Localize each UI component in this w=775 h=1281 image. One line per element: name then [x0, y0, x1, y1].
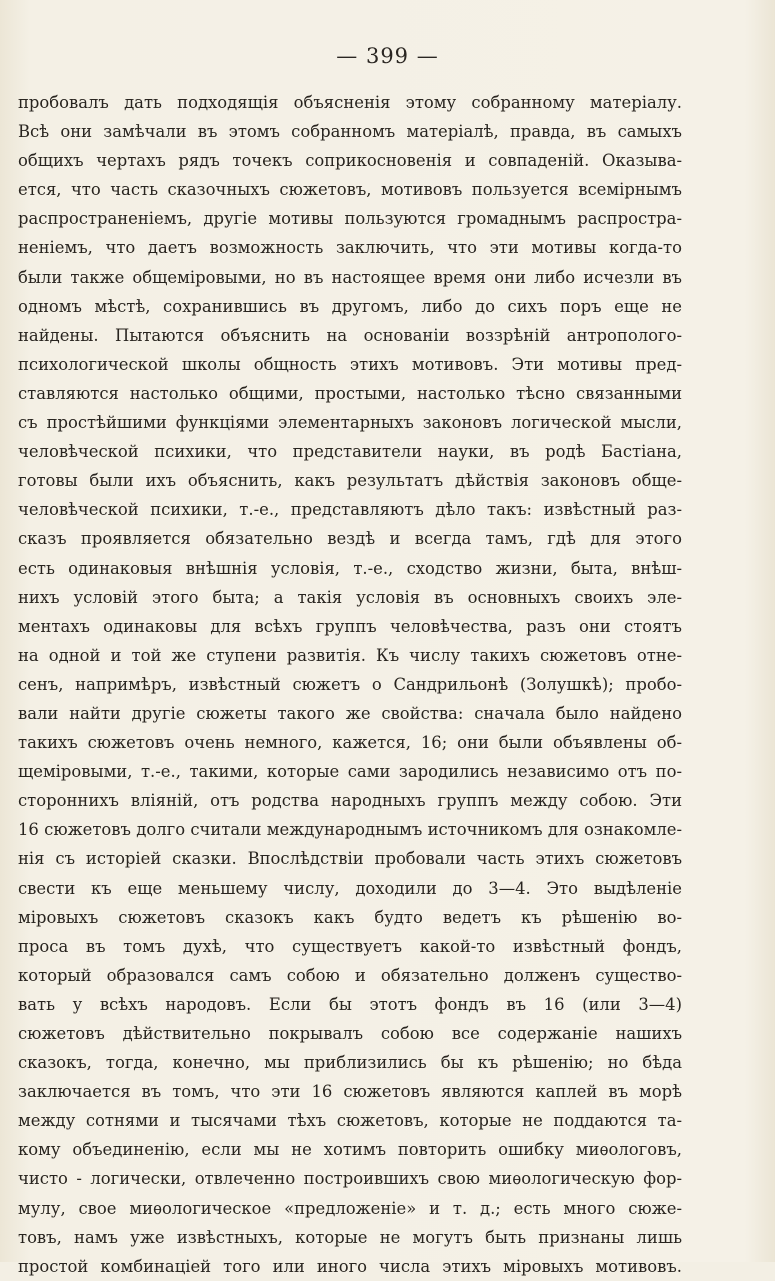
text-line: міровыхъ сюжетовъ сказокъ какъ будто ведетъ къ рѣшенію во- [18, 907, 682, 927]
text-line: мулу, свое миѳологическое «предложеніе» и т. д.; есть много сюже- [18, 1198, 682, 1218]
text-line: съ простѣйшими функціями элементарныхъ законовъ логической мысли, [18, 413, 682, 433]
text-line: стороннихъ вліяній, отъ родства народныхъ группъ между собою. Эти [18, 791, 682, 811]
text-line: 16 сюжетовъ долго считали международнымъ источникомъ для ознакомле- [18, 820, 682, 840]
text-line: человѣческой психики, т.-е., представляютъ дѣло такъ: извѣстный раз- [18, 500, 682, 520]
text-line: который образовался самъ собою и обязательно долженъ существо- [18, 965, 682, 985]
text-line: были также общеміровыми, но въ настоящее время они либо исчезли въ [18, 267, 682, 287]
text-line: свести къ еще меньшему числу, доходили до 3—4. Это выдѣленіе [18, 878, 682, 898]
text-line: такихъ сюжетовъ очень немного, кажется, 16; они были объявлены об- [18, 733, 682, 753]
text-line: неніемъ, что даетъ возможность заключить, что эти мотивы когда-то [18, 238, 682, 258]
text-line: психологической школы общность этихъ мотивовъ. Эти мотивы пред- [18, 354, 682, 374]
text-line: есть одинаковыя внѣшнія условія, т.-е., сходство жизни, быта, внѣш- [18, 558, 682, 578]
text-line: сказокъ, тогда, конечно, мы приблизились бы къ рѣшенію; но бѣда [18, 1053, 682, 1073]
text-line: проса въ томъ духѣ, что существуетъ какой-то извѣстный фондъ, [18, 936, 682, 956]
text-line: вали найти другіе сюжеты такого же свойства: сначала было найдено [18, 703, 682, 723]
text-line: нія съ исторіей сказки. Впослѣдствіи пробовали часть этихъ сюжетовъ [18, 849, 682, 869]
text-line: сюжетовъ дѣйствительно покрывалъ собою все содержаніе нашихъ [18, 1024, 682, 1043]
text-line: найдены. Пытаются объяснить на основаніи воззрѣній антропологo- [18, 325, 682, 345]
text-line: сенъ, напримѣръ, извѣстный сюжетъ о Сандрильонѣ (Золушкѣ); пробо- [18, 674, 682, 694]
text-line: между сотнями и тысячами тѣхъ сюжетовъ, которые не поддаются та- [18, 1111, 682, 1131]
text-line: чисто - логически, отвлеченно построившихъ свою миѳологическую фор- [18, 1169, 682, 1189]
text-line: ставляются настолько общими, простыми, настолько тѣсно связанными [18, 383, 682, 403]
text-line: ется, что часть сказочныхъ сюжетовъ, мотивовъ пользуется всемірнымъ [18, 180, 682, 200]
page-number: — 399 — [336, 44, 439, 68]
text-line: заключается въ томъ, что эти 16 сюжетовъ являются каплей въ морѣ [18, 1082, 682, 1102]
text-line: щеміровыми, т.-е., такими, которые сами зародились независимо отъ по- [18, 762, 682, 782]
text-line: Всѣ они замѣчали въ этомъ собранномъ матеріалѣ, правда, въ самыхъ [18, 122, 682, 142]
text-line: пробовалъ дать подходящія объясненія этому собранному матеріалу. [18, 93, 682, 112]
text-line: общихъ чертахъ рядъ точекъ соприкосновенія и совпаденій. Оказыва- [18, 151, 682, 171]
text-line: кому объединенію, если мы не хотимъ повторить ошибку миѳологовъ, [18, 1140, 682, 1160]
text-line: сказъ проявляется обязательно вездѣ и всегда тамъ, гдѣ для этого [18, 529, 682, 549]
text-line: ментахъ одинаковы для всѣхъ группъ человѣчества, разъ они стоятъ [18, 616, 682, 636]
text-line: вать у всѣхъ народовъ. Если бы этотъ фондъ въ 16 (или 3—4) [18, 994, 682, 1014]
text-line: одномъ мѣстѣ, сохранившись въ другомъ, либо до сихъ поръ еще не [18, 296, 682, 316]
text-line: товъ, намъ уже извѣстныхъ, которые не могутъ быть признаны лишь [18, 1227, 682, 1247]
text-line: простой комбинаціей того или иного числа этихъ міровыхъ мотивовъ. [18, 1256, 682, 1276]
text-line: распространеніемъ, другіе мотивы пользуются громаднымъ распростра- [18, 209, 682, 229]
text-line: готовы были ихъ объяснить, какъ результатъ дѣйствія законовъ обще- [18, 471, 682, 491]
text-line: на одной и той же ступени развитія. Къ числу такихъ сюжетовъ отне- [18, 645, 682, 665]
text-line: человѣческой психики, что представители науки, въ родѣ Бастіана, [18, 442, 682, 462]
text-line: нихъ условій этого быта; а такія условія въ основныхъ своихъ эле- [18, 587, 682, 607]
body-text [18, 88, 682, 1281]
